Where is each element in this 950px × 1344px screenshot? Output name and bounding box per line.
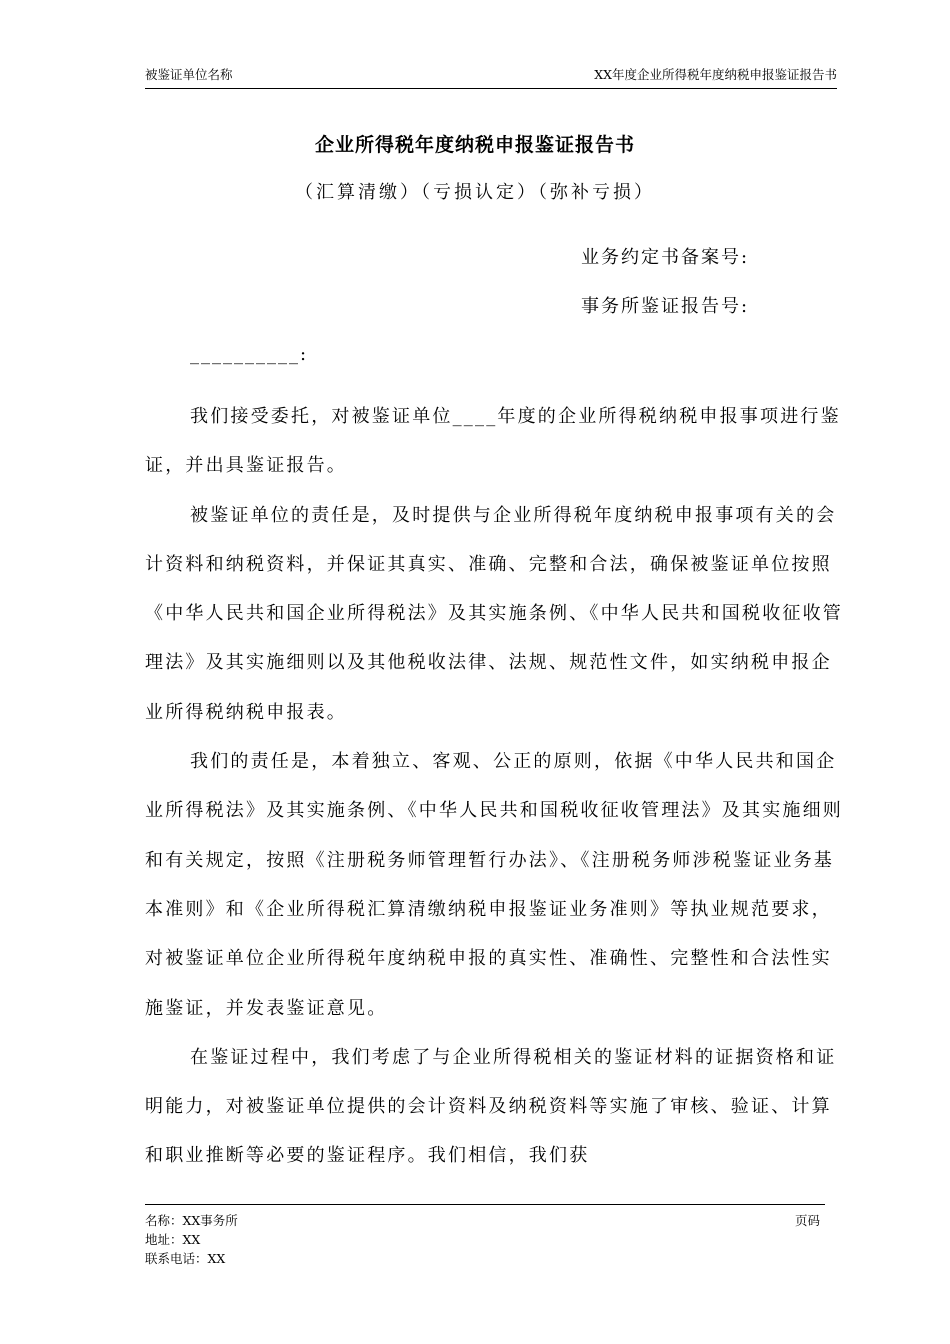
footer-address: 地址：XX (145, 1232, 201, 1247)
page-header (145, 66, 837, 89)
paragraph-procedures: 在鉴证过程中，我们考虑了与企业所得税相关的鉴证材料的证据资格和证明能力，对被鉴证单位提供的会计资料及纳税资料等实施了审核、验证、计算和职业推断等必要的鉴证程序。我们相信，我们获 (145, 1046, 837, 1167)
page-footer (145, 1204, 825, 1268)
paragraph-client-responsibility: 被鉴证单位的责任是，及时提供与企业所得税年度纳税申报事项有关的会计资料和纳税资料，并保证其真实、准确、完整和合法，确保被鉴证单位按照《中华人民共和国企业所得税法》及其实施条例、《中华人民共和国税收征收管理法》及其实施细则以及其他税收法律、法规、规范性文件，如实纳税申报企业所得税纳税申报表。 (145, 504, 843, 723)
paragraph-engagement: 我们接受委托，对被鉴证单位____年度的企业所得税纳税申报事项进行鉴证，并出具鉴证报告。 (145, 406, 841, 477)
document-subtitle: （汇算清缴）（亏损认定）（弥补亏损） (295, 182, 655, 203)
header-unit-name: 被鉴证单位名称 (145, 67, 233, 82)
paragraph-our-responsibility: 我们的责任是，本着独立、客观、公正的原则，依据《中华人民共和国企业所得税法》及其实施条例、《中华人民共和国税收征收管理法》及其实施细则和有关规定，按照《注册税务师管理暂行办法》、《注册税务师涉税鉴证业务基本准则》和《企业所得税汇算清缴纳税申报鉴证业务准则》等执业规范要求，对被鉴证单位企业所得税年度纳税申报的真实性、准确性、完整性和合法性实施鉴证，并发表鉴证意见。 (145, 751, 843, 1019)
footer-phone: 联系电话：XX (145, 1251, 226, 1266)
header-report-title: XX年度企业所得税年度纳税申报鉴证报告书 (594, 67, 837, 82)
agreement-number-label: 业务约定书备案号: (581, 247, 750, 268)
footer-page-number: 页码 (794, 1213, 820, 1228)
salutation: __________: (190, 344, 309, 365)
document-title: 企业所得税年度纳税申报鉴证报告书 (314, 134, 635, 156)
footer-firm-name: 名称：XX事务所 (145, 1213, 238, 1228)
document-body (145, 392, 845, 1181)
report-number-label: 事务所鉴证报告号: (581, 296, 750, 317)
